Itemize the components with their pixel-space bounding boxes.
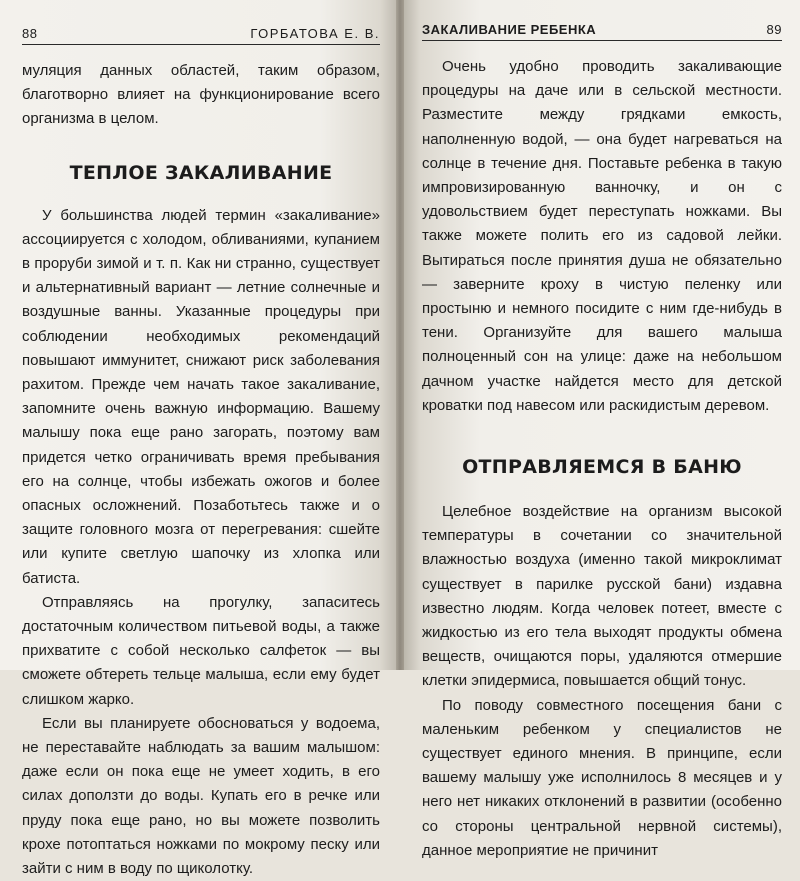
right-page-header (422, 22, 782, 41)
right-paragraph: Очень удобно проводить закаливающие процедуры на даче или в сельской местности. Разместите между грядками емкость, наполненную водой, — она будет нагреваться на солнце в течение дня. Поставьте ребенка в такую импровизированную ванночку, и он с удовольствием будет переступать ножками. Вы также можете полить его из садовой лейки. Вытираться после принятия душа не обязательно — заверните кроху в чистую пеленку или простыню и немного посидите с ним где-нибудь в тени. Организуйте для вашего малыша полноценный сон на улице: даже на небольшом дачном участке найдется место для детской кроватки под навесом или раскидистым деревом. (422, 58, 782, 414)
right-page-body (422, 55, 782, 863)
left-page-body (22, 59, 380, 881)
right-running-head: ЗАКАЛИВАНИЕ РЕБЕНКА (422, 22, 597, 37)
left-paragraph: Отправляясь на прогулку, запаситесь достаточным количеством питьевой воды, а также прихватите с собой несколько салфеток — вы сможете обтереть тельце малыша, если ему будет слишком жарко. (22, 593, 380, 708)
right-page (400, 0, 800, 859)
left-section-heading: ТЕПЛОЕ ЗАКАЛИВАНИЕ (69, 161, 333, 184)
left-running-head: ГОРБАТОВА Е. В. (250, 26, 380, 41)
right-page-number: 89 (766, 22, 782, 37)
left-paragraph: У большинства людей термин «закаливание» ассоциируется с холодом, обливаниями, купанием в проруби зимой и т. п. Как ни странно, существует и альтернативный вариант — летние солнечные и воздушные ванны. Указанные процедуры при соблюдении необходимых рекомендаций повышают иммунитет, снижают риск заболевания рахитом. Прежде чем начать такое закаливание, запомните очень важную информацию. Вашему малышу пока еще рано загорать, поэтому вам придется четко ограничивать время пребывания его на солнце, чтобы избежать ожогов и более опасных осложнений. Позаботьтесь также и о защите головного мозга от перегревания: сшейте или купите светлую шапочку из хлопка или батиста. (22, 206, 380, 587)
left-paragraph: Если вы планируете обосноваться у водоема, не переставайте наблюдать за вашим малышом: даже если он пока еще не умеет ходить, в его силах доползти до воды. Купать его в речке или пруду пока еще рано, но вы можете позволить крохе потоптаться ножками по мокрому песку или зайти с ним в воду по щиколотку. (22, 714, 380, 878)
right-paragraph: По поводу совместного посещения бани с маленьким ребенком у специалистов не существует единого мнения. В принципе, если вашему малышу уже исполнилось 8 месяцев и у него нет никаких отклонений в развитии (особенно со стороны центральной нервной системы), данное мероприятие не причинит (422, 696, 782, 859)
left-page-number: 88 (22, 26, 38, 41)
left-page-header (22, 26, 380, 45)
right-paragraph: Целебное воздействие на организм высокой температуры в сочетании со значительной влажностью воздуха (именно такой микроклимат существует в парилке русской бани) издавна известно людям. Когда человек потеет, вместе с жидкостью из его тела выходят продукты обмена веществ, очищаются поры, удаляются отмершие клетки эпидермиса, повышается общий тонус. (422, 503, 782, 690)
left-page (0, 0, 400, 878)
book-gutter (396, 0, 404, 670)
left-intro-paragraph: муляция данных областей, таким образом, благотворно влияет на функционирование всего организма в целом. (22, 62, 380, 128)
right-section-heading: ОТПРАВЛЯЕМСЯ В БАНЮ (462, 456, 742, 479)
